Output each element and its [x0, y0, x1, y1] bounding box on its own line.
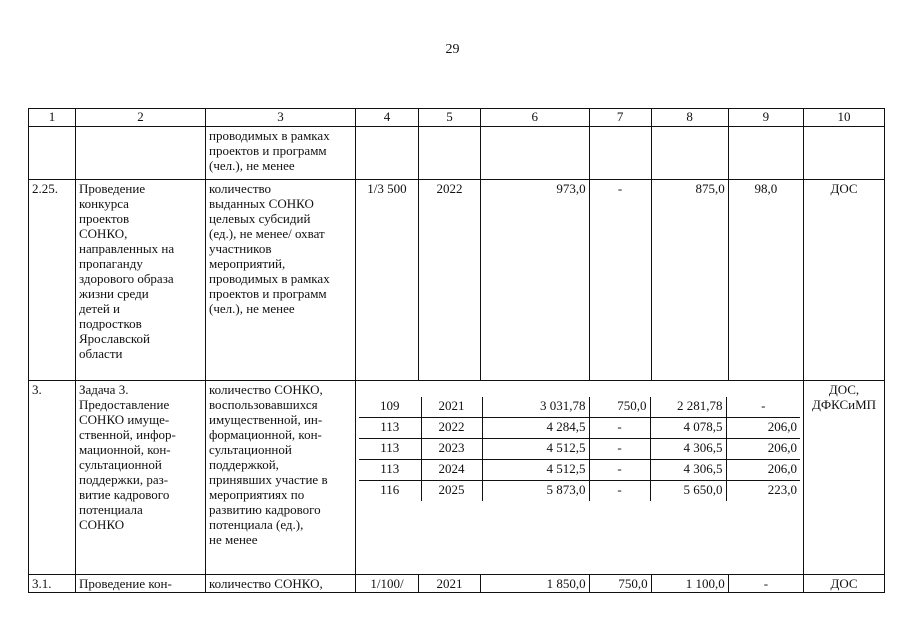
row-number: 3.	[29, 381, 76, 575]
year-col7: -	[589, 460, 650, 481]
year-row	[359, 460, 800, 481]
row-target: 1/3 500	[356, 180, 419, 381]
table-row	[29, 575, 885, 593]
column-header: 7	[589, 109, 651, 127]
year-col7: -	[589, 439, 650, 460]
row-executor: ДОС	[804, 575, 885, 593]
row-year: 2022	[418, 180, 480, 381]
row-target: 1/100/	[356, 575, 419, 593]
table-row	[29, 381, 885, 575]
column-header: 10	[804, 109, 885, 127]
year-total: 4 512,5	[482, 460, 589, 481]
year-col9: -	[726, 397, 800, 418]
year-col7: 750,0	[589, 397, 650, 418]
year-target: 113	[359, 418, 421, 439]
year-value: 2022	[421, 418, 482, 439]
row-executor	[804, 127, 885, 180]
row-col9: -	[728, 575, 803, 593]
column-number-row	[29, 109, 885, 127]
column-header: 1	[29, 109, 76, 127]
year-col8: 5 650,0	[650, 481, 726, 502]
row-target	[356, 127, 419, 180]
year-col9: 206,0	[726, 418, 800, 439]
year-col9: 206,0	[726, 439, 800, 460]
row-indicator: количество СОНКО, воспользовавшихся имущественной, ин- формационной, кон- сультационной поддержкой, принявших участие в мероприятиях по развитию кадрового потенциала (ед.), не менее	[206, 381, 356, 575]
year-target: 113	[359, 439, 421, 460]
year-target: 113	[359, 460, 421, 481]
row-executor: ДОС	[804, 180, 885, 381]
row-col7: -	[589, 180, 651, 381]
row-indicator: проводимых в рамках проектов и программ (чел.), не менее	[206, 127, 356, 180]
row-col9	[728, 127, 803, 180]
page-number: 29	[445, 42, 460, 57]
row-total: 1 850,0	[480, 575, 589, 593]
row-year	[418, 127, 480, 180]
row-number	[29, 127, 76, 180]
year-total: 4 284,5	[482, 418, 589, 439]
column-header: 6	[480, 109, 589, 127]
row-indicator: количество выданных СОНКО целевых субсидий (ед.), не менее/ охват участников мероприятий, проводимых в рамках проектов и программ (чел.), не менее	[206, 180, 356, 381]
column-header: 2	[76, 109, 206, 127]
year-col8: 2 281,78	[650, 397, 726, 418]
row-total	[480, 127, 589, 180]
year-col9: 223,0	[767, 482, 797, 497]
row-number: 3.1.	[29, 575, 76, 593]
column-header: 9	[728, 109, 803, 127]
year-col7: -	[589, 481, 650, 502]
year-total: 4 512,5	[482, 439, 589, 460]
row-indicator: количество СОНКО,	[206, 575, 356, 593]
row-name: Задача 3. Предоставление СОНКО имуще- ственной, инфор- мационной, кон- сультационной поддержки, раз- витие кадрового потенциала СОНКО	[76, 381, 206, 575]
row-total: 973,0	[480, 180, 589, 381]
year-row	[359, 397, 800, 418]
year-value: 2023	[421, 439, 482, 460]
year-value: 2024	[421, 460, 482, 481]
row-year: 2021	[418, 575, 480, 593]
yearly-breakdown	[356, 381, 804, 575]
year-target: 116	[359, 481, 421, 502]
program-table	[28, 108, 885, 593]
table-row	[29, 127, 885, 180]
year-col9: 206,0	[726, 460, 800, 481]
row-executor: ДОС, ДФКСиМП	[804, 381, 885, 575]
year-row	[359, 418, 800, 439]
year-col8: 4 306,5	[650, 439, 726, 460]
row-name: Проведение кон-	[76, 575, 206, 593]
row-col8: 875,0	[651, 180, 728, 381]
year-target: 109	[359, 397, 421, 418]
column-header: 4	[356, 109, 419, 127]
row-col8	[651, 127, 728, 180]
row-number: 2.25.	[29, 180, 76, 381]
yearly-subtable	[359, 397, 800, 501]
column-header: 8	[651, 109, 728, 127]
row-col7	[589, 127, 651, 180]
row-col8: 1 100,0	[651, 575, 728, 593]
year-col8: 4 078,5	[650, 418, 726, 439]
row-col7: 750,0	[589, 575, 651, 593]
year-col7: -	[589, 418, 650, 439]
year-col8: 4 306,5	[650, 460, 726, 481]
year-total: 5 873,0	[482, 481, 589, 502]
table-row	[29, 180, 885, 381]
year-value: 2021	[421, 397, 482, 418]
year-total: 3 031,78	[482, 397, 589, 418]
column-header: 5	[418, 109, 480, 127]
year-row	[359, 481, 800, 502]
year-row	[359, 439, 800, 460]
row-col9: 98,0	[728, 180, 803, 381]
column-header: 3	[206, 109, 356, 127]
year-value: 2025	[421, 481, 482, 502]
row-name: Проведение конкурса проектов СОНКО, направленных на пропаганду здорового образа жизни среди детей и подростков Ярославской области	[76, 180, 206, 381]
row-name	[76, 127, 206, 180]
